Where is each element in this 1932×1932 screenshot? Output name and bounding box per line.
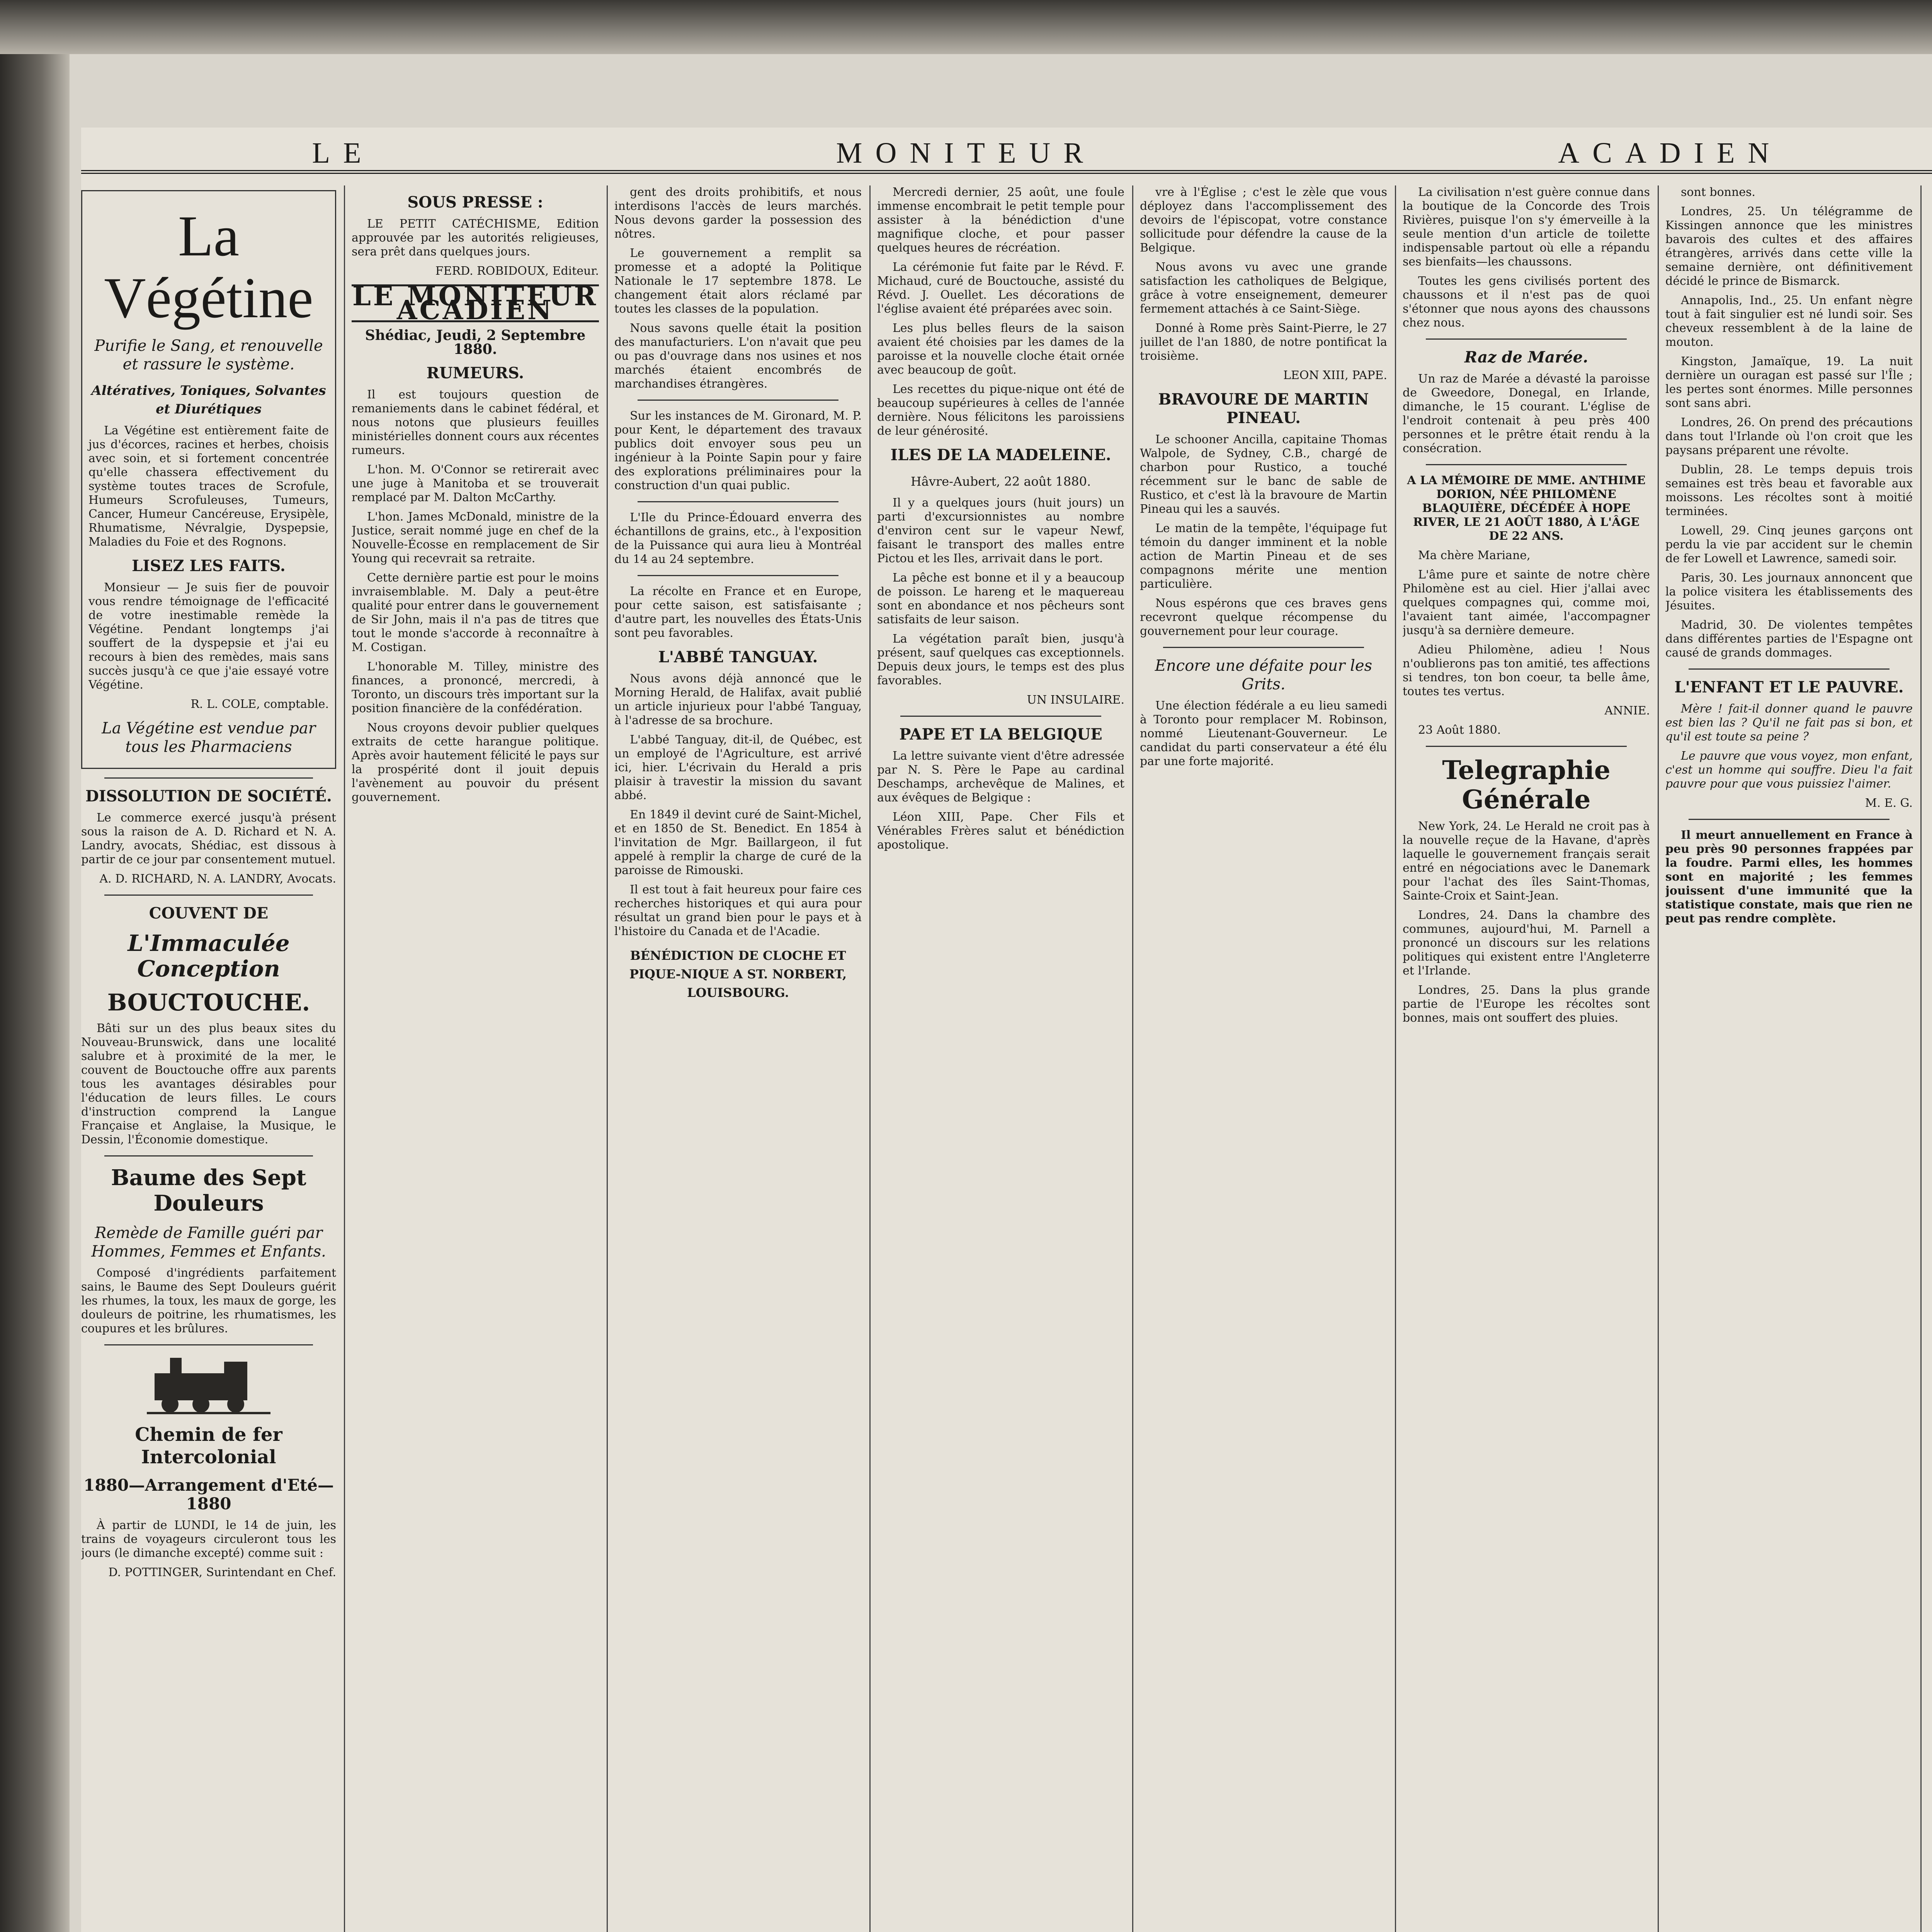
vegetine-ad xyxy=(81,190,336,769)
depeche-paragraph: Londres, 25. Un télégramme de Kissingen annonce que les ministres bavarois des cultes et des affaires étrangères, arrivés dans cette ville la semaine dernière, ont définitivement décidé le prince de Bismarck. xyxy=(1665,205,1913,288)
iles-paragraph: Il y a quelques jours (huit jours) un parti d'excursionnistes au nombre d'environ cent sur le vapeur Newf, faisant le transport des malles entre Pictou et les Iles, arrivait dans le port. xyxy=(877,496,1124,565)
vegetine-line: Altératives, Toniques, Solvantes et Diurétiques xyxy=(91,383,326,417)
memoire-date: 23 Août 1880. xyxy=(1418,723,1501,737)
rumeurs-paragraph: Nous croyons devoir publier quelques extraits de cette harangue politique. Après avoir hautement félicité le pays sur la prospérité dont il jouit depuis l'avènement au pouvoir du présent gouvernement. xyxy=(352,721,599,804)
dissolution-title: DISSOLUTION DE SOCIÉTÉ. xyxy=(85,787,332,805)
iles-paragraph: La végétation paraît bien, jusqu'à présent, sauf quelques cas exceptionnels. Depuis deux jours, le temps est des plus favorables. xyxy=(877,632,1124,687)
pape-paragraph: La lettre suivante vient d'être adressée par N. S. Père le Pape au cardinal Deschamps, archevêque de Malines, et aux évêques de Belgique : xyxy=(877,749,1124,804)
divider xyxy=(104,1344,313,1345)
depeche-paragraph: Lowell, 29. Cinq jeunes garçons ont perdu la vie par accident sur le chemin de fer Lowell et Lawrence, samedi soir. xyxy=(1665,524,1913,565)
article-paragraph: Toutes les gens civilisés portent des chaussons et il n'est pas de quoi s'étonner que nous ayons des chaussons chez nous. xyxy=(1403,274,1650,330)
divider xyxy=(1426,746,1627,747)
iles-dateline: Hâvre-Aubert, 22 août 1880. xyxy=(910,474,1091,489)
chemin-title: Chemin de fer Intercolonial xyxy=(135,1424,282,1468)
sous-presse-sign: FERD. ROBIDOUX, Editeur. xyxy=(435,264,599,278)
meurt-paragraph: Il meurt annuellement en France à peu près 90 personnes frappées par la foudre. Parmi elles, les hommes sont en majorité ; les femmes jouissent d'une immunité que la statistique constate, mais que rien ne peut pas rendre complète. xyxy=(1665,828,1913,925)
bravoure-paragraph: Nous espérons que ces braves gens recevront quelque récompense du gouvernement pour leur courage. xyxy=(1140,597,1387,638)
baume-title: Baume des Sept Douleurs xyxy=(111,1165,306,1216)
memoire-title: A LA MÉMOIRE DE MME. ANTHIME DORION, NÉE PHILOMÈNE BLAQUIÈRE, DÉCÉDÉE À HOPE RIVER, LE 21 AOÛT 1880, À L'ÂGE DE 22 ANS. xyxy=(1407,474,1646,543)
sous-presse-body: LE PETIT CATÉCHISME, Edition approuvée par les autorités religieuses, sera prêt dans quelques jours. xyxy=(352,217,599,259)
memoire-sign: ANNIE. xyxy=(1604,704,1650,718)
column-depeches xyxy=(1665,185,1922,1932)
defaite-title: Encore une défaite pour les Grits. xyxy=(1155,657,1372,693)
rumeurs-paragraph: Il est toujours question de remaniements dans le cabinet fédéral, et nous notons que plusieurs feuilles ministérielles donnent cours aux récentes rumeurs. xyxy=(352,388,599,457)
chemin-body: À partir de LUNDI, le 14 de juin, les trains de voyageurs circuleront tous les jours (le dimanche excepté) comme suit : xyxy=(81,1519,336,1560)
raz-title: Raz de Marée. xyxy=(1464,348,1588,366)
article-paragraph: gent des droits prohibitifs, et nous interdisons l'accès de leurs marchés. Nous devons garder la possession des nôtres. xyxy=(614,185,862,241)
couvent-title: COUVENT DE xyxy=(149,904,269,922)
divider xyxy=(104,777,313,779)
depeche-paragraph: Dublin, 28. Le temps depuis trois semaines est très beau et favorable aux moissons. Les récoltes sont à moitié terminées. xyxy=(1665,463,1913,518)
article-paragraph: Le gouvernement a remplit sa promesse et a adopté la Politique Nationale le 17 septembre 1878. Le changement était alors réclamé par toutes les classes de la population. xyxy=(614,247,862,316)
baume-subtitle: Remède de Famille guéri par Hommes, Femmes et Enfants. xyxy=(91,1224,326,1260)
rumeurs-paragraph: L'hon. James McDonald, ministre de la Justice, serait nommé juge en chef de la Nouvelle-Écosse en remplacement de Sir Young qui recevrait sa retraite. xyxy=(352,510,599,565)
masthead xyxy=(81,128,1932,174)
enfant-paragraph: Le pauvre que vous voyez, mon enfant, c'est un homme qui souffre. Dieu l'a fait pauvre pour que vous puissiez l'aimer. xyxy=(1665,749,1913,791)
pape-paragraph: Léon XIII, Pape. Cher Fils et Vénérables Frères salut et bénédiction apostolique. xyxy=(877,810,1124,852)
masthead-right: ACADIEN xyxy=(1558,137,1782,169)
telegraphie-paragraph: Londres, 24. Dans la chambre des communes, aujourd'hui, M. Parnell a prononcé un discours sur les relations politiques qui existent entre l'Angleterre et l'Irlande. xyxy=(1403,908,1650,978)
raz-paragraph: Un raz de Marée a dévasté la paroisse de Gweedore, Donegal, en Irlande, dimanche, le 15 courant. L'église de l'endroit contenait à peu près 400 personnes et le prêtre était rendu à la consécration. xyxy=(1403,372,1650,455)
depeche-paragraph: Madrid, 30. De violentes tempêtes dans différentes parties de l'Espagne ont causé de grands dommages. xyxy=(1665,618,1913,660)
article-paragraph: La cérémonie fut faite par le Révd. F. Michaud, curé de Bouctouche, assisté du Révd. J. Ouellet. Les décorations de l'église avaient été préparées avec soin. xyxy=(877,260,1124,316)
column-madeleine xyxy=(877,185,1133,1932)
iles-sign: UN INSULAIRE. xyxy=(1027,693,1124,707)
divider xyxy=(638,400,838,401)
rumeurs-paragraph: Cette dernière partie est pour le moins invraisemblable. M. Daly a peut-être qualité pour entrer dans le gouvernement de Sir John, mais il n'a pas de titres que tout le monde s'accorde à reconnaître à M. Costigan. xyxy=(352,571,599,654)
vegetine-footer: La Végétine est vendue par tous les Pharmaciens xyxy=(102,719,316,756)
bravoure-title: BRAVOURE DE MARTIN PINEAU. xyxy=(1158,390,1369,427)
chemin-sign: D. POTTINGER, Surintendant en Chef. xyxy=(108,1566,336,1579)
enfant-sign: M. E. G. xyxy=(1865,796,1913,810)
rumeurs-paragraph: L'honorable M. Tilley, ministre des finances, a prononcé, mercredi, à Toronto, un discours très important sur la position financière de la confédération. xyxy=(352,660,599,715)
newspaper-page xyxy=(81,128,1932,1932)
scan-edge-left xyxy=(0,0,70,1932)
memoire-paragraph: L'âme pure et sainte de notre chère Philomène est au ciel. Hier j'allai avec quelques compagnes qui, comme moi, l'avaient tant aimée, l'accompagner jusqu'à sa dernière demeure. xyxy=(1403,568,1650,637)
iles-title: ILES DE LA MADELEINE. xyxy=(890,446,1111,464)
divider xyxy=(638,501,838,502)
baume-body: Composé d'ingrédients parfaitement sains, le Baume des Sept Douleurs guérit les rhumes, la toux, les maux de gorge, les douleurs de poitrine, les rhumatismes, les coupures et les brûlures. xyxy=(81,1266,336,1335)
article-paragraph: Les plus belles fleurs de la saison avaient été choisies par les dames de la paroisse et la nouvelle cloche était ornée avec beaucoup de goût. xyxy=(877,321,1124,377)
benediction-title: BÉNÉDICTION DE CLOCHE ET PIQUE-NIQUE A ST. NORBERT, LOUISBOURG. xyxy=(629,948,847,1000)
abbe-title: L'ABBÉ TANGUAY. xyxy=(658,648,818,666)
paper-name-banner: LE MONITEUR ACADIEN xyxy=(352,281,599,326)
divider xyxy=(638,575,838,576)
memoire-paragraph: Adieu Philomène, adieu ! Nous n'oublierons pas ton amitié, tes affections si tendres, ton bon coeur, ta belle âme, toutes tes vertus. xyxy=(1403,643,1650,698)
divider xyxy=(1426,464,1627,465)
couvent-subtitle: L'Immaculée Conception xyxy=(128,930,290,982)
lisez-sign: R. L. COLE, comptable. xyxy=(190,697,329,711)
depeche-paragraph: Annapolis, Ind., 25. Un enfant nègre tout à fait singulier est né lundi soir. Ses cheveux ressemblent à de la laine de mouton. xyxy=(1665,294,1913,349)
dissolution-sign: A. D. RICHARD, N. A. LANDRY, Avocats. xyxy=(99,872,336,886)
abbe-paragraph: En 1849 il devint curé de Saint-Michel, et en 1850 de St. Benedict. En 1854 à l'invitation de Mgr. Baillargeon, il fut appelé à remplir la charge de curé de la paroisse de Rimouski. xyxy=(614,808,862,877)
article-paragraph: L'Ile du Prince-Édouard enverra des échantillons de grains, etc., à l'exposition de la Puissance qui aura lieu à Montréal du 14 au 24 septembre. xyxy=(614,511,862,566)
scan-edge-top xyxy=(0,0,1932,54)
depeche-paragraph: Londres, 26. On prend des précautions dans tout l'Irlande où l'on croit que les paysans préparent une révolte. xyxy=(1665,416,1913,457)
masthead-left: LE xyxy=(312,137,374,169)
iles-paragraph: La pêche est bonne et il y a beaucoup de poisson. Le hareng et le maquereau sont en abondance et nos pêcheurs sont satisfaits de leur saison. xyxy=(877,571,1124,626)
bravoure-paragraph: Le schooner Ancilla, capitaine Thomas Walpole, de Sydney, C.B., chargé de charbon pour Rustico, a touché récemment sur le banc de sable de Rustico, et c'est là la bravoure de Martin Pineau qui les a sauvés. xyxy=(1140,433,1387,516)
article-paragraph: La civilisation n'est guère connue dans la boutique de la Concorde des Trois Rivières, puisque l'on s'y émerveille à la seule mention d'un article de toilette indispensable partout où elle a répandu ses bienfaits—les chaussons. xyxy=(1403,185,1650,269)
bravoure-paragraph: Le matin de la tempête, l'équipage fut témoin du danger imminent et la noble action de Martin Pineau et de ses compagnons mérite une mention particulière. xyxy=(1140,522,1387,591)
divider xyxy=(104,1155,313,1156)
rumeurs-title: RUMEURS. xyxy=(426,364,524,382)
vegetine-body: La Végétine est entièrement faite de jus d'écorces, racines et herbes, choisis avec soin, et si fortement concentrée qu'elle chassera effectivement du système toutes traces de Scrofule, Humeurs Scrofuleuses, Tumeurs, Cancer, Humeur Cancéreuse, Erysipèle, Rhumatisme, Névralgie, Dyspepsie, Maladies du Foie et des Rognons. xyxy=(88,424,329,549)
column-memoire xyxy=(1403,185,1659,1932)
column-tanguay xyxy=(614,185,871,1932)
vegetine-subtitle: Purifie le Sang, et renouvelle et rassure le système. xyxy=(94,337,323,373)
divider xyxy=(1163,647,1364,648)
abbe-paragraph: L'abbé Tanguay, dit-il, de Québec, est un employé de l'Agriculture, est arrivé ici, hier. L'écrivain du Herald a pris plaisir à travestir la mission du savant abbé. xyxy=(614,733,862,802)
divider xyxy=(1426,338,1627,340)
depeche-paragraph: Paris, 30. Les journaux annoncent que la police visitera les établissements des Jésuites. xyxy=(1665,571,1913,612)
dateline: Shédiac, Jeudi, 2 Septembre 1880. xyxy=(365,327,586,357)
column-bravoure xyxy=(1140,185,1396,1932)
divider xyxy=(1689,668,1889,670)
telegraphie-paragraph: Londres, 25. Dans la plus grande partie de l'Europe les récoltes sont bonnes, mais ont souffert des pluies. xyxy=(1403,983,1650,1025)
couvent-body: Bâti sur un des plus beaux sites du Nouveau-Brunswick, dans une localité salubre et à proximité de la mer, le couvent de Bouctouche offre aux parents tous les avantages désirables pour l'éducation de leurs filles. Le cours d'instruction comprend la Langue Française et Anglaise, la Musique, le Dessin, l'Économie domestique. xyxy=(81,1022,336,1146)
column-advertisements xyxy=(81,185,345,1932)
article-paragraph: Mercredi dernier, 25 août, une foule immense encombrait le petit temple pour assister à la bénédiction d'une magnifique cloche, et pour passer quelques heures de récréation. xyxy=(877,185,1124,255)
defaite-paragraph: Une élection fédérale a eu lieu samedi à Toronto pour remplacer M. Robinson, nommé Lieutenant-Gouverneur. Le candidat du parti conservateur a été élu par une forte majorité. xyxy=(1140,699,1387,768)
telegraphie-paragraph: New York, 24. Le Herald ne croit pas à la nouvelle reçue de la Havane, d'après laquelle le gouvernement français serait entré en négociations avec le Danemark pour l'achat des îles Saint-Thomas, Sainte-Croix et Saint-Jean. xyxy=(1403,820,1650,903)
article-paragraph: vre à l'Église ; c'est le zèle que vous déployez dans l'accomplissement des devoirs de l'épiscopat, votre constance sollicitude pour défendre la cause de la Belgique. xyxy=(1140,185,1387,255)
depeche-paragraph: sont bonnes. xyxy=(1681,185,1755,199)
article-paragraph: Sur les instances de M. Gironard, M. P. pour Kent, le département des travaux publics doit envoyer sous peu un ingénieur à la Pointe Sapin pour y faire des explorations préliminaires pour la construction d'un quai public. xyxy=(614,409,862,492)
dissolution-body: Le commerce exercé jusqu'à présent sous la raison de A. D. Richard et N. A. Landry, avocats, Shédiac, est dissous à partir de ce jour par consentement mutuel. xyxy=(81,811,336,866)
divider xyxy=(1689,819,1889,820)
article-paragraph: Nous avons vu avec une grande satisfaction les catholiques de Belgique, grâce à votre enseignement, demeurer fermement attachés à ce Saint-Siège. xyxy=(1140,260,1387,316)
depeche-paragraph: Kingston, Jamaïque, 19. La nuit dernière un ouragan est passé sur l'Île ; les pertes sont énormes. Mille personnes sont sans abri. xyxy=(1665,355,1913,410)
article-paragraph: Nous savons quelle était la position des manufacturiers. L'on n'avait que peu ou pas d'ouvrage dans nos usines et nos marchés étaient encombrés de marchandises étrangères. xyxy=(614,321,862,391)
masthead-center: MONITEUR xyxy=(836,137,1096,169)
vegetine-title: La Végétine xyxy=(104,204,313,330)
divider xyxy=(104,895,313,896)
article-paragraph: Donné à Rome près Saint-Pierre, le 27 juillet de l'an 1880, de notre pontificat la troisième. xyxy=(1140,321,1387,363)
sous-presse-title: SOUS PRESSE : xyxy=(407,193,543,211)
enfant-title: L'ENFANT ET LE PAUVRE. xyxy=(1674,678,1904,696)
divider xyxy=(900,716,1101,717)
abbe-paragraph: Nous avons déjà annoncé que le Morning Herald, de Halifax, avait publié un article injurieux pour l'abbé Tanguay, à l'adresse de sa brochure. xyxy=(614,672,862,727)
abbe-paragraph: Il est tout à fait heureux pour faire ces recherches historiques et qui aura pour résultat un grand bien pour le pays et à l'histoire du Canada et de l'Acadie. xyxy=(614,883,862,938)
article-paragraph: Les recettes du pique-nique ont été de beaucoup supérieures à celles de l'année dernière. Nous félicitons les paroissiens de leur générosité. xyxy=(877,383,1124,438)
memoire-paragraph: Ma chère Mariane, xyxy=(1418,549,1531,562)
train-icon xyxy=(147,1354,270,1416)
article-paragraph: La récolte en France et en Europe, pour cette saison, est satisfaisante ; d'autre part, les nouvelles des États-Unis sont peu favorables. xyxy=(614,585,862,640)
couvent-place: BOUCTOUCHE. xyxy=(107,989,310,1016)
chemin-subtitle: 1880—Arrangement d'Eté—1880 xyxy=(83,1476,334,1513)
rumeurs-paragraph: L'hon. M. O'Connor se retirerait avec une juge à Manitoba et se trouverait remplacé par M. Dalton McCarthy. xyxy=(352,463,599,504)
lisez-title: LISEZ LES FAITS. xyxy=(132,557,286,575)
column-editorial xyxy=(352,185,608,1932)
pape-sign: LEON XIII, PAPE. xyxy=(1283,369,1387,382)
lisez-body: Monsieur — Je suis fier de pouvoir vous rendre témoignage de l'efficacité de votre inestimable remède la Végétine. Pendant longtemps j'ai souffert de la dyspepsie et j'ai eu recours à bien des remèdes, mais sans succès jusqu'à ce que j'aie essayé votre Végétine. xyxy=(88,581,329,692)
enfant-paragraph: Mère ! fait-il donner quand le pauvre est bien las ? Qu'il ne fait pas si bon, et qu'il est toute sa peine ? xyxy=(1665,702,1913,743)
pape-title: PAPE ET LA BELGIQUE xyxy=(899,725,1102,743)
telegraphie-title: Telegraphie Générale xyxy=(1442,755,1611,815)
